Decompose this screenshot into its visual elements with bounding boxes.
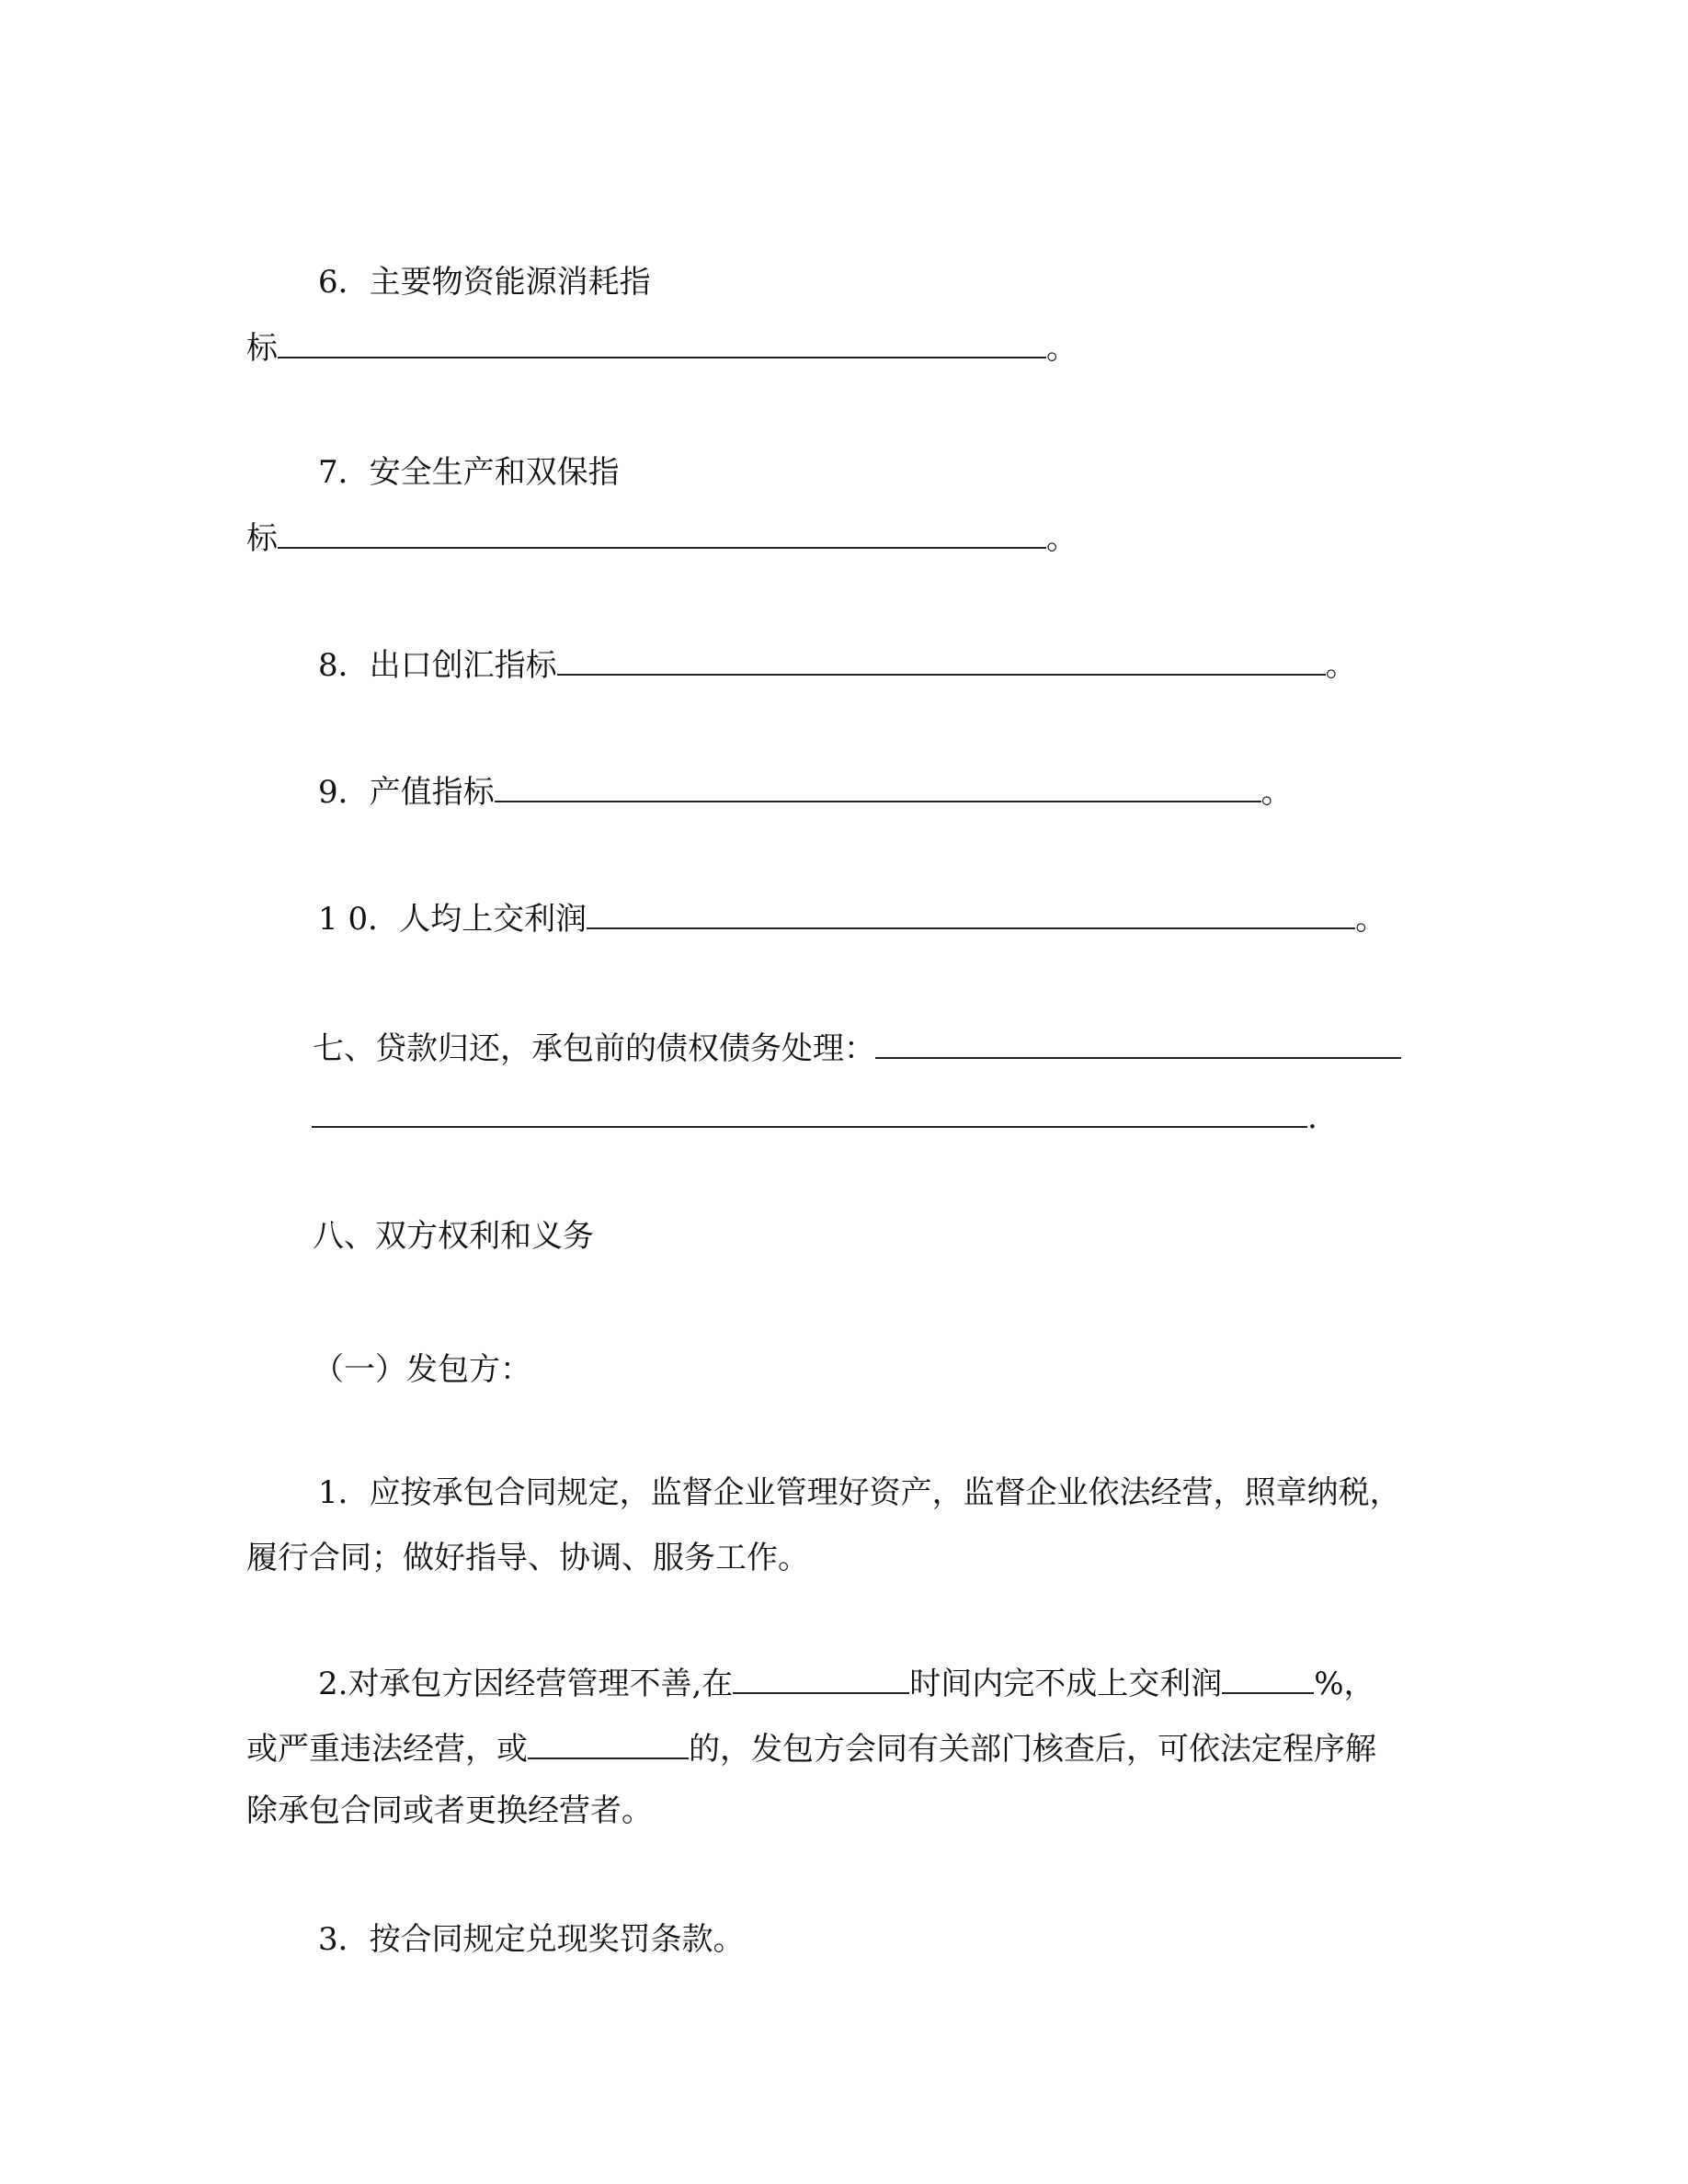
p2-text-d: 或严重违法经营，或 — [246, 1731, 528, 1768]
item-10-blank[interactable] — [587, 900, 1355, 929]
party-a-p1-line1: 1．应按承包合同规定，监督企业管理好资产，监督企业依法经营，照章纳税， — [318, 1474, 1401, 1511]
item-9-line — [318, 773, 1293, 810]
item-8-label: 8．出口创汇指标 — [318, 647, 557, 684]
condition-blank[interactable] — [528, 1730, 689, 1759]
p2-text-c: %， — [1314, 1666, 1375, 1702]
item-9-label: 9．产值指标 — [318, 774, 495, 811]
party-a-p2-line1 — [318, 1665, 1375, 1701]
item-7-line — [246, 519, 1078, 556]
section-7-continuation — [312, 1098, 1317, 1135]
item-6-line — [246, 329, 1078, 366]
period: 。 — [1046, 330, 1078, 367]
section-7-blank[interactable] — [875, 1029, 1401, 1059]
item-6-label-tail: 标 — [246, 330, 278, 367]
item-8-line — [318, 646, 1357, 683]
item-6-heading: 6．主要物资能源消耗指 — [318, 264, 651, 301]
party-a-p2-line2 — [246, 1730, 1376, 1767]
item-7-label-tail: 标 — [246, 520, 278, 557]
period: . — [1307, 1099, 1317, 1136]
section-7-blank-2[interactable] — [312, 1098, 1307, 1128]
p2-text-b: 时间内完不成上交利润 — [909, 1666, 1223, 1702]
period: 。 — [1355, 901, 1387, 938]
party-a-title: （一）发包方： — [313, 1351, 531, 1388]
percent-blank[interactable] — [1222, 1665, 1314, 1694]
section-7-line — [313, 1029, 1401, 1066]
party-a-p1-line2: 履行合同；做好指导、协调、服务工作。 — [246, 1540, 809, 1576]
section-8-title: 八、双方权利和义务 — [313, 1218, 594, 1255]
item-7-blank[interactable] — [278, 519, 1046, 549]
item-10-label: 1 0．人均上交利润 — [318, 901, 587, 938]
item-10-line — [318, 900, 1386, 937]
time-blank[interactable] — [733, 1665, 909, 1694]
p2-text-e: 的，发包方会同有关部门核查后，可依法定程序解 — [689, 1731, 1376, 1768]
party-a-p2-line3: 除承包合同或者更换经营者。 — [246, 1792, 653, 1829]
section-7-label: 七、贷款归还，承包前的债权债务处理： — [313, 1030, 875, 1067]
item-7-heading: 7．安全生产和双保指 — [318, 454, 620, 491]
period: 。 — [1325, 647, 1357, 684]
party-a-p3: 3．按合同规定兑现奖罚条款。 — [318, 1921, 745, 1958]
p2-text-a: 2.对承包方因经营管理不善,在 — [318, 1666, 734, 1702]
period: 。 — [1260, 774, 1293, 811]
item-8-blank[interactable] — [557, 646, 1326, 676]
item-6-blank[interactable] — [278, 329, 1046, 358]
period: 。 — [1046, 520, 1078, 557]
item-9-blank[interactable] — [495, 773, 1261, 802]
